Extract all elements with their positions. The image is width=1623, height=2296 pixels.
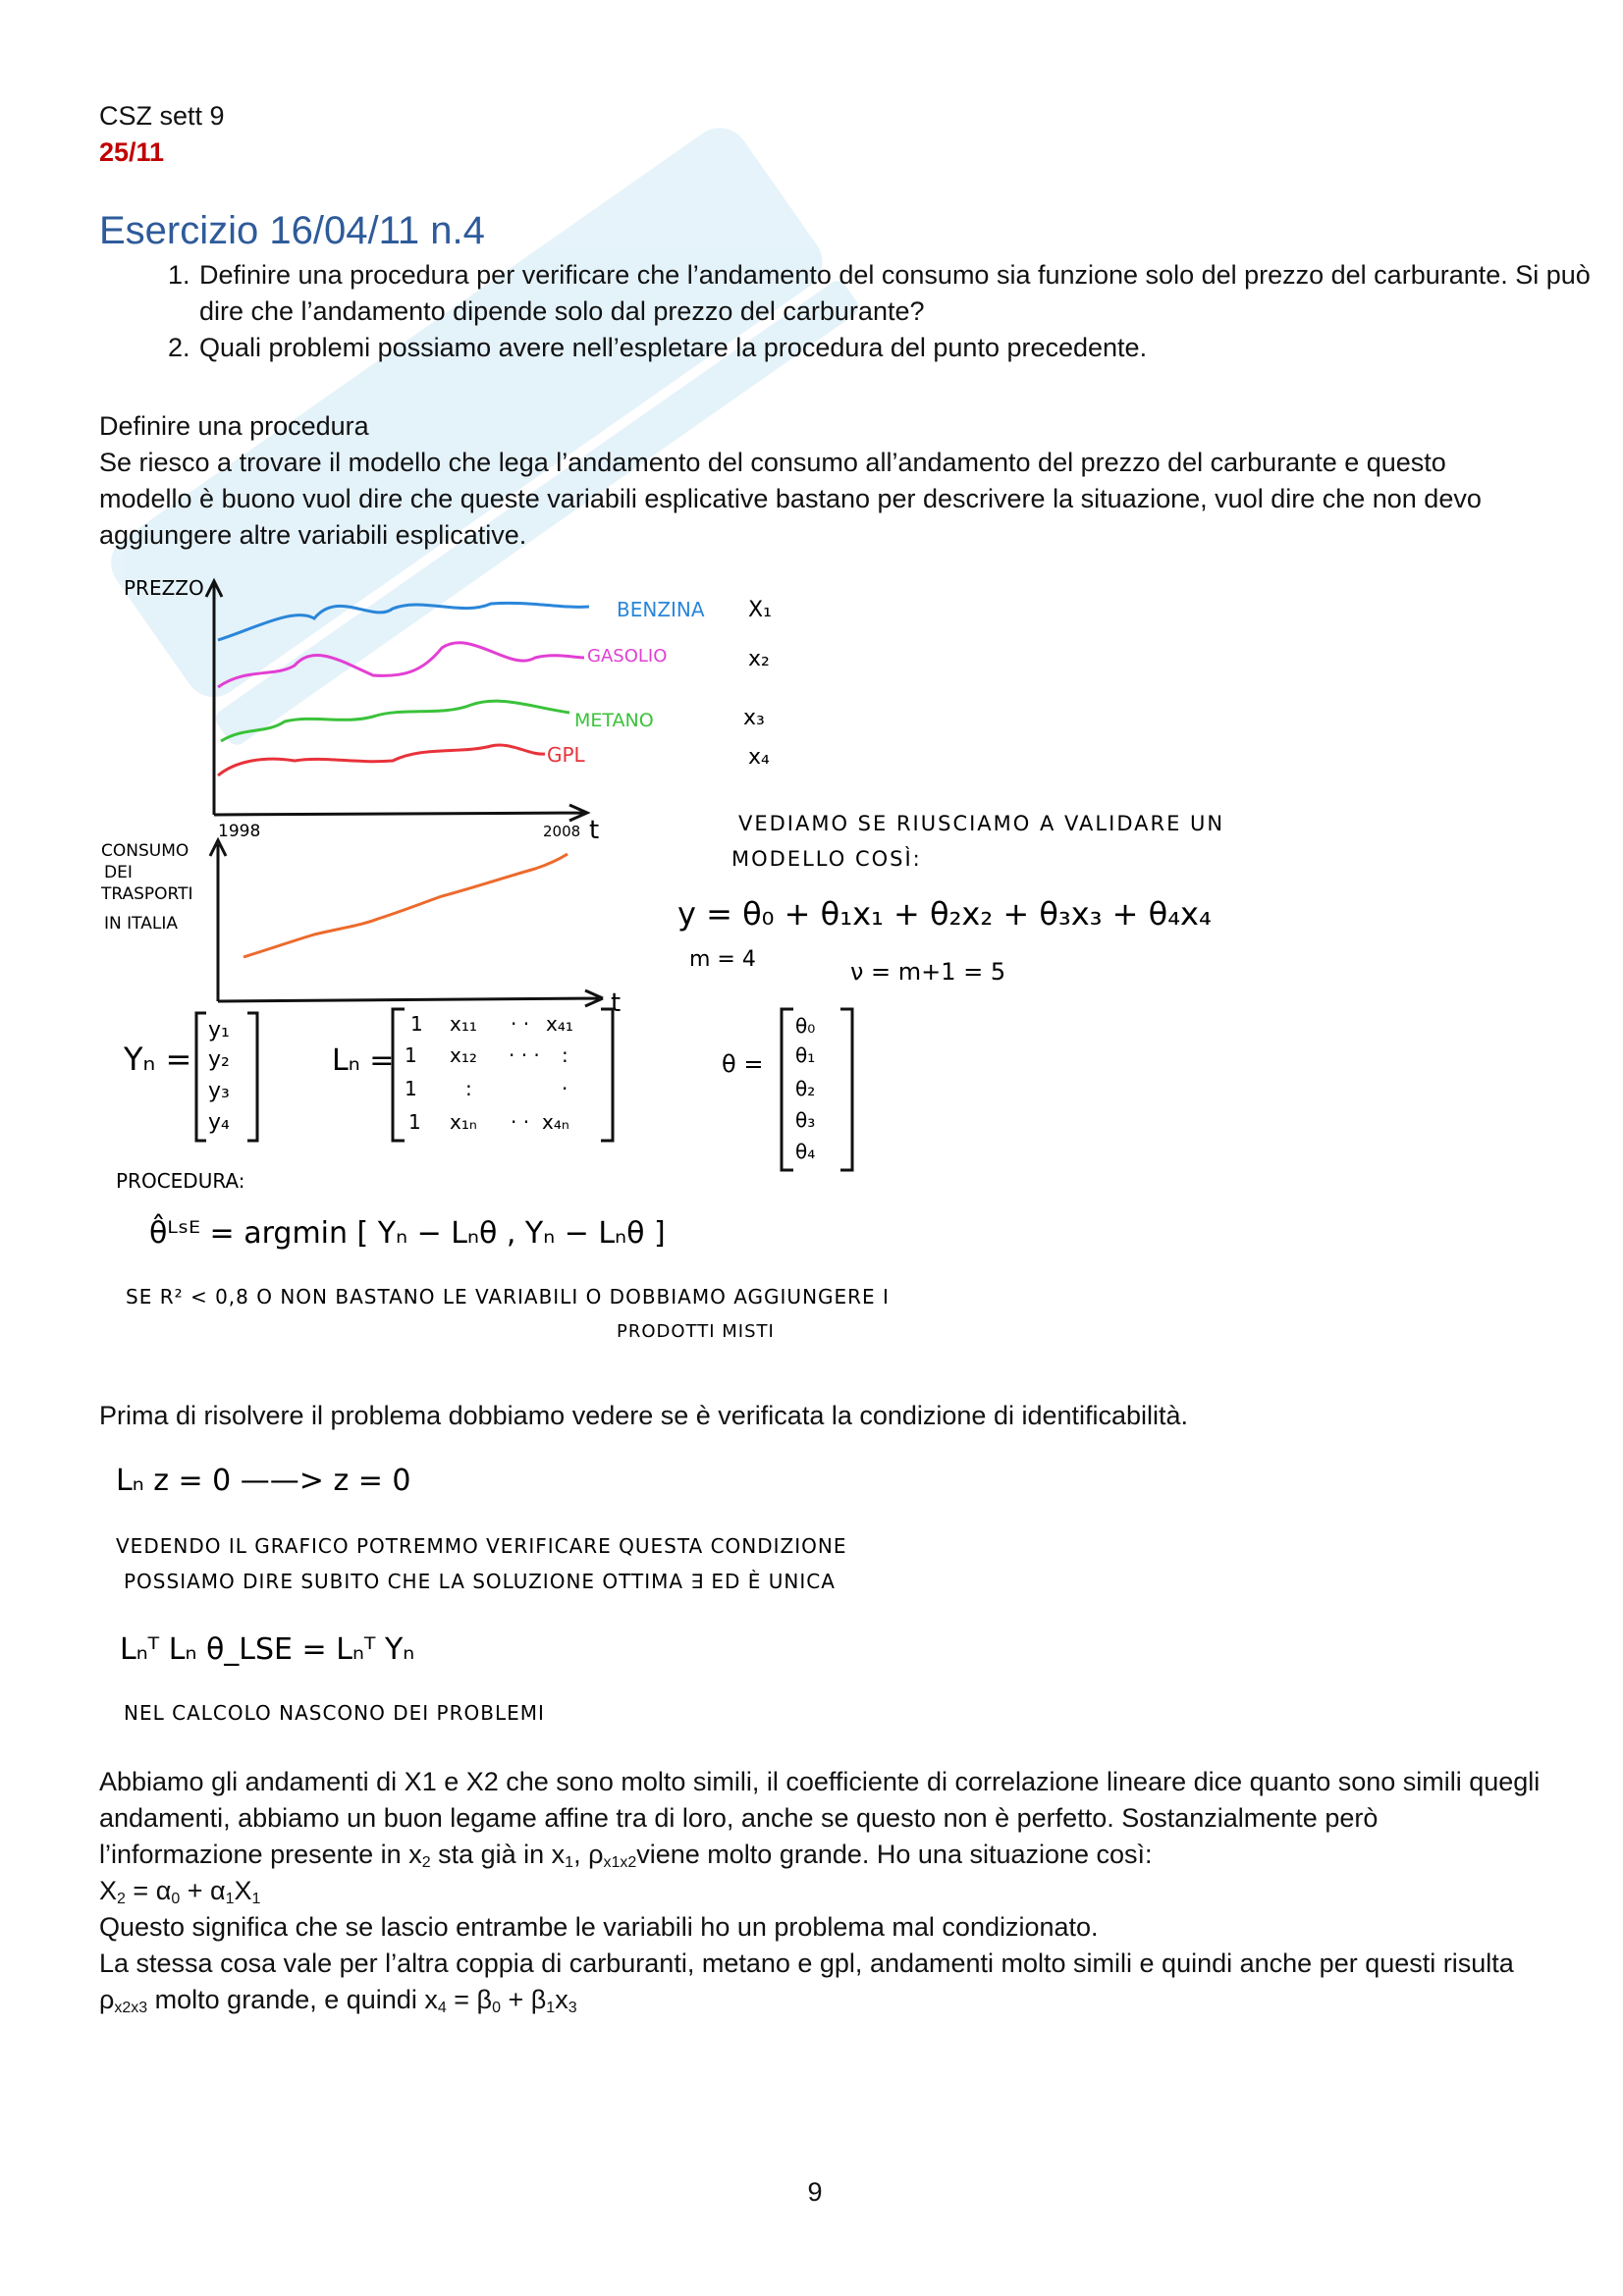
procedure-label: PROCEDURA: bbox=[116, 1169, 245, 1193]
yn-entry: y₂ bbox=[208, 1047, 230, 1072]
theta-entry: θ₁ bbox=[795, 1043, 816, 1067]
r2-line: SE R² < 0,8 O NON BASTANO LE VARIABILI O DOBBIAMO AGGIUNGERE I bbox=[126, 1285, 890, 1308]
price-axis-label: PREZZO bbox=[124, 576, 204, 600]
correlation-text: Abbiamo gli andamenti di X1 e X2 che sono molto simili, il coefficiente di correlazione lineare dice quanto sono simili quegli andamenti, abbiamo un buon legame affine tra di loro, anche se questo non è perfetto. Sostanzialmente però l’informazione presente in $x_2$ sta già in $x_1$, $\rho_{x1x2}viene$ molto grande. Ho una situazione così: bbox=[99, 1767, 1541, 1871]
yn-label: Yₙ = bbox=[124, 1041, 192, 1078]
ln-cell: 1 bbox=[408, 1110, 421, 1134]
theta-entry: θ₄ bbox=[795, 1140, 816, 1163]
ln-cell: x₄₁ bbox=[546, 1012, 573, 1036]
procedure-formula: θ̂ᴸˢᴱ = argmin [ Yₙ − Lₙθ , Yₙ − Lₙθ ] bbox=[149, 1216, 666, 1251]
series-line-consumo bbox=[243, 854, 568, 957]
ln-cell: x₁₁ bbox=[450, 1012, 477, 1036]
question-item: 2. Quali problemi possiamo avere nell’espletare la procedura del punto precedente. bbox=[197, 330, 1621, 366]
series-line-gpl bbox=[218, 745, 545, 775]
ln-cell: : bbox=[562, 1043, 568, 1067]
consumption-label-line: IN ITALIA bbox=[104, 914, 178, 934]
ln-cell: : bbox=[465, 1077, 472, 1100]
r2-line: PRODOTTI MISTI bbox=[617, 1321, 775, 1342]
theta-entry: θ₃ bbox=[795, 1108, 816, 1132]
ln-label: Lₙ = bbox=[332, 1043, 395, 1078]
ln-cell: · bbox=[562, 1077, 568, 1100]
course-label: CSZ sett 9 bbox=[99, 101, 225, 131]
note-line: VEDIAMO SE RIUSCIAMO A VALIDARE UN bbox=[738, 812, 1225, 835]
date-label: 25/11 bbox=[99, 137, 165, 167]
ill-conditioned-text: Questo significa che se lascio entrambe le variabili ho un problema mal condizionato. bbox=[99, 1912, 1099, 1942]
handwritten-line: VEDENDO IL GRAFICO POTREMMO VERIFICARE QUESTA CONDIZIONE bbox=[116, 1534, 847, 1558]
handwritten-identifiability bbox=[0, 1443, 1623, 1737]
ln-cell: · · bbox=[511, 1012, 530, 1036]
var-x3: x₃ bbox=[743, 706, 765, 730]
var-x4: x₄ bbox=[748, 745, 770, 770]
year-start: 1998 bbox=[218, 822, 261, 841]
yn-entry: y₃ bbox=[208, 1079, 230, 1103]
consumption-label-line: TRASPORTI bbox=[101, 884, 193, 904]
legend-gpl: GPL bbox=[547, 743, 585, 767]
theta-entry: θ₀ bbox=[795, 1014, 816, 1038]
paragraph-model: Se riesco a trovare il modello che lega l’andamento del consumo all’andamento del prezzo del carburante e questo modello è buono vuol dire che queste variabili esplicative bastano per descrivere la situazione, vuol dire che non devo aggiungere altre variabili esplicative. bbox=[99, 448, 1482, 550]
price-time-label: t bbox=[589, 816, 600, 845]
price-axis-y bbox=[206, 581, 222, 815]
ln-cell: x₄ₙ bbox=[542, 1110, 569, 1134]
legend-gasolio: GASOLIO bbox=[587, 646, 668, 667]
price-axis-x bbox=[214, 805, 587, 821]
section-heading: Definire una procedura bbox=[99, 411, 369, 441]
yn-entry: y₄ bbox=[208, 1110, 230, 1135]
series-line-metano bbox=[221, 701, 569, 741]
consumption-axis-x bbox=[218, 990, 603, 1006]
ln-cell: · · bbox=[511, 1110, 530, 1134]
m-value: m = 4 bbox=[689, 947, 756, 972]
exercise-title: Esercizio 16/04/11 n.4 bbox=[99, 209, 485, 252]
ln-cell: · · · bbox=[509, 1043, 540, 1067]
page-header bbox=[99, 98, 225, 171]
model-equation: y = θ₀ + θ₁x₁ + θ₂x₂ + θ₃x₃ + θ₄x₄ bbox=[677, 895, 1212, 933]
var-x2: x₂ bbox=[748, 647, 770, 671]
handwritten-line: NEL CALCOLO NASCONO DEI PROBLEMI bbox=[124, 1701, 545, 1725]
consumption-axis-y bbox=[210, 840, 226, 1001]
paragraph-correlation bbox=[99, 1764, 1542, 2018]
yn-entry: y₁ bbox=[208, 1018, 230, 1042]
handwritten-sketch bbox=[0, 560, 1623, 1364]
normal-equation: Lₙᵀ Lₙ θ_LSE = Lₙᵀ Yₙ bbox=[120, 1632, 415, 1667]
consumption-label-line: CONSUMO bbox=[101, 841, 189, 861]
identifiability-condition: Lₙ z = 0 ——> z = 0 bbox=[116, 1464, 411, 1498]
theta-brackets bbox=[782, 1009, 852, 1170]
question-item: 1. Definire una procedura per verificare che l’andamento del consumo sia funzione solo del prezzo del carburante. Si può dire che l’andamento dipende solo dal prezzo del carburante? bbox=[197, 257, 1621, 330]
note-line: MODELLO COSÌ: bbox=[731, 847, 922, 871]
affine-equation: $X_2 = \alpha_0 + \alpha_1X_1$ bbox=[99, 1876, 261, 1907]
ln-cell: x₁₂ bbox=[450, 1043, 477, 1067]
handwritten-line: POSSIAMO DIRE SUBITO CHE LA SOLUZIONE OTTIMA ∃ ED È UNICA bbox=[124, 1570, 836, 1593]
theta-entry: θ₂ bbox=[795, 1077, 816, 1100]
var-x1: X₁ bbox=[748, 598, 772, 622]
legend-benzina: BENZINA bbox=[617, 598, 705, 621]
legend-metano: METANO bbox=[574, 710, 654, 731]
ln-cell: 1 bbox=[410, 1012, 423, 1036]
paragraph-identifiability: Prima di risolvere il problema dobbiamo vedere se è verificata la condizione di identificabilità. bbox=[99, 1401, 1189, 1430]
consumption-label-line: DEI bbox=[104, 863, 133, 882]
question-list bbox=[99, 257, 1621, 366]
series-line-benzina bbox=[218, 603, 589, 640]
ln-cell: x₁ₙ bbox=[450, 1110, 477, 1134]
page-number: 9 bbox=[807, 2177, 823, 2207]
theta-label: θ = bbox=[722, 1050, 764, 1078]
nu-value: ν = m+1 = 5 bbox=[850, 958, 1006, 986]
consumption-time-label: t bbox=[611, 988, 622, 1018]
ln-brackets bbox=[393, 1009, 613, 1141]
series-line-gasolio bbox=[218, 643, 584, 687]
second-pair-text: La stessa cosa vale per l’altra coppia di carburanti, metano e gpl, andamenti molto simili e quindi anche per questi risulta $\rho_{x2x3}$ molto grande, e quindi $x_4 = \beta_0 + \beta_1x_3$ bbox=[99, 1949, 1514, 2016]
ln-cell: 1 bbox=[405, 1077, 417, 1100]
ln-cell: 1 bbox=[405, 1043, 417, 1067]
year-end: 2008 bbox=[543, 823, 581, 840]
